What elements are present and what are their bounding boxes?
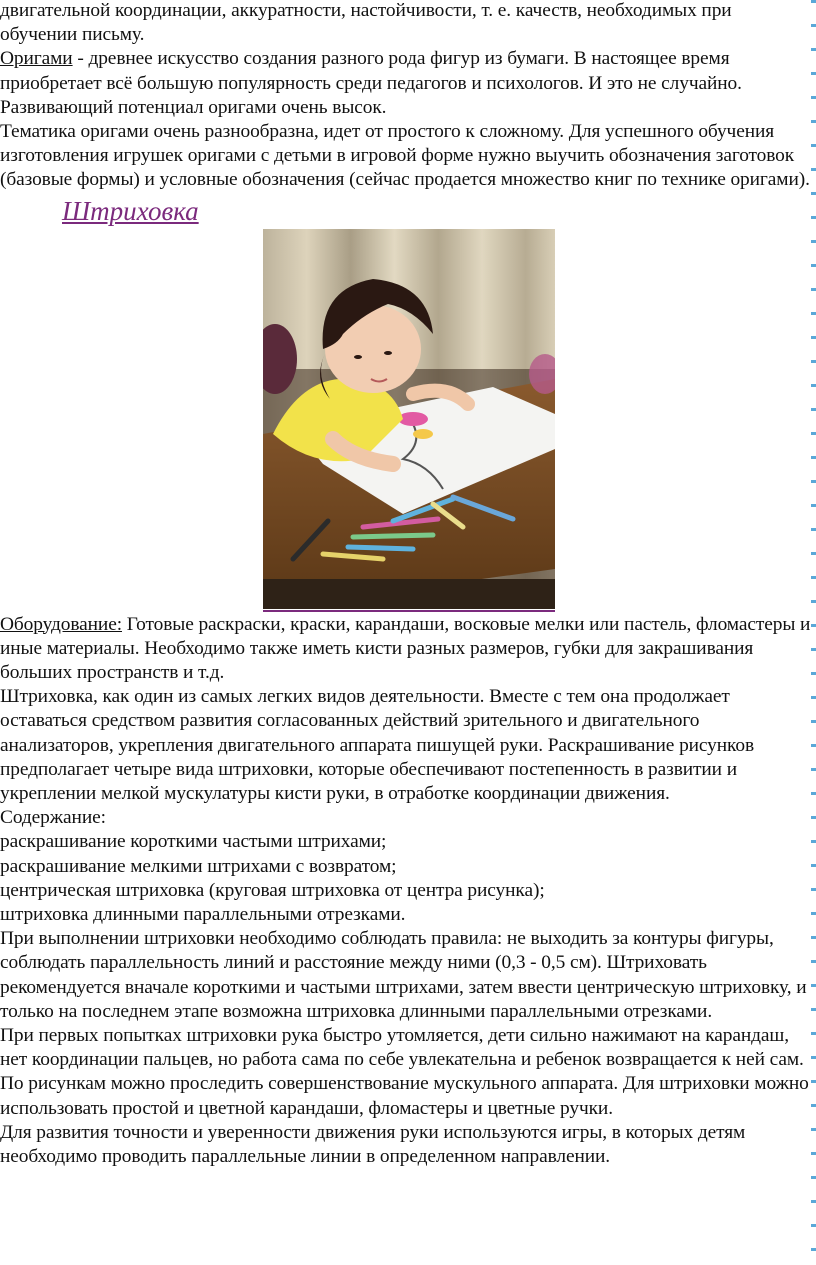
list-item: раскрашивание мелкими штрихами с возвратом;	[0, 855, 397, 877]
paragraph-rules: При выполнении штриховки необходимо соблюдать правила: не выходить за контуры фигуры, соблюдать параллельность линий и расстояние между ними (0,3 - 0,5 см). Штриховать рекомендуется вначале короткими и частыми штрихами, затем ввести центрическую штриховку, и только на последнем этапе возможна штриховка длинными параллельными отрезками.	[0, 928, 807, 1022]
paragraph-origami-theme: Тематика оригами очень разнообразна, идет от простого к сложному. Для успешного обучения изготовления игрушек оригами с детьми в игровой форме нужно выучить обозначения заготовок (базовые формы) и условные обозначения (сейчас продается множество книг по технике оригами).	[0, 121, 810, 191]
equipment-term: Оборудование:	[0, 613, 122, 635]
section-heading: Штриховка	[62, 195, 199, 226]
paragraph-first-attempts: При первых попытках штриховки рука быстро утомляется, дети сильно нажимают на карандаш, нет координации пальцев, но работа сама по себе увлекательна и ребенок возвращается к ней сам. По рисункам можно проследить совершенствование мускульного аппарата. Для штриховки можно использовать простой и цветной карандаши, фломастеры и цветные ручки.	[0, 1025, 809, 1119]
equipment-text: Готовые раскраски, краски, карандаши, восковые мелки или пастель, фломастеры и иные материалы. Необходимо также иметь кисти разных размеров, губки для закрашивания больших пространств и т.д.	[0, 613, 811, 684]
paragraph-intro-end: двигательной координации, аккуратности, настойчивости, т. е. качеств, необходимых при обучении письму.	[0, 0, 732, 46]
paragraph-hatching-intro: Штриховка, как один из самых легких видов деятельности. Вместе с тем она продолжает оставаться средством развития согласованных действий зрительного и двигательного анализаторов, укрепления двигательного аппарата пишущей руки. Раскрашивание рисунков предполагает четыре вида штриховки, которые обеспечивают постепенность в развитии и укреплении мелкой мускулатуры кисти руки, в отработке координации движения.	[0, 686, 755, 805]
list-item: раскрашивание короткими частыми штрихами;	[0, 831, 387, 853]
list-item: штриховка длинными параллельными отрезками.	[0, 904, 406, 926]
list-item: центрическая штриховка (круговая штриховка от центра рисунка);	[0, 879, 545, 901]
paragraph-contents-label: Содержание:	[0, 807, 106, 829]
paragraph-games: Для развития точности и уверенности движения руки используются игры, в которых детям необходимо проводить параллельные линии в определенном направлении.	[0, 1121, 746, 1168]
child-coloring-photo	[263, 229, 555, 609]
paragraph-equipment	[0, 613, 812, 686]
figure	[0, 229, 812, 613]
photo-underline	[263, 610, 555, 612]
origami-term: Оригами	[0, 48, 73, 70]
origami-text: - древнее искусство создания разного рода фигур из бумаги. В настоящее время приобретает всё большую популярность среди педагогов и психологов. И это не случайно. Развивающий потенциал оригами очень высок.	[0, 48, 742, 118]
paragraph-origami	[0, 47, 812, 120]
